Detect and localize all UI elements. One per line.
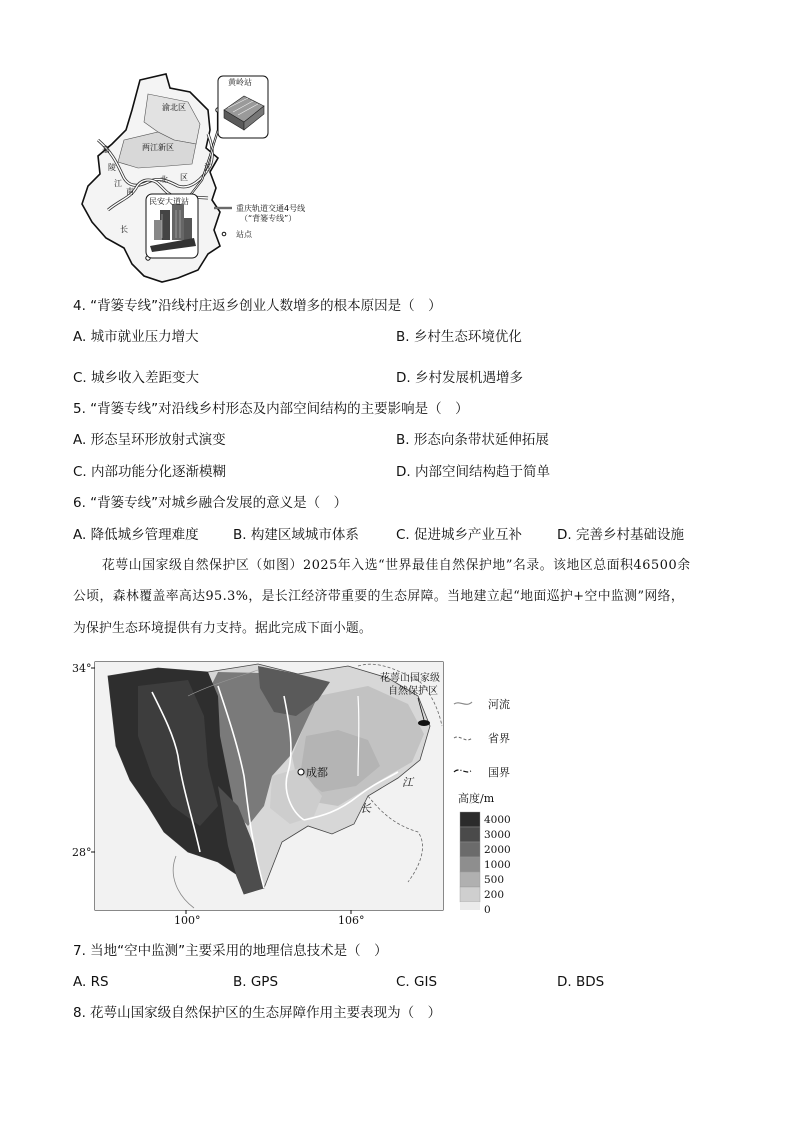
sichuan-elevation-map-svg	[68, 656, 538, 928]
label-reserve-1: 花萼山国家级	[380, 673, 440, 684]
label-jiang-left: 江	[114, 179, 122, 188]
label-reserve-2: 自然保护区	[388, 686, 438, 697]
elevation-swatch	[460, 887, 480, 902]
q6-stem: 6. “背篓专线”对城乡融合发展的意义是（ ）	[73, 495, 348, 511]
passage-line-3: 为保护生态环境提供有力支持。据此完成下面小题。	[73, 621, 372, 636]
elevation-swatch	[460, 842, 480, 857]
legend-station-symbol	[222, 232, 226, 236]
label-ling: 陵	[108, 163, 116, 172]
elevation-level-label: 0	[484, 904, 491, 916]
lat-bottom: 28°	[72, 846, 92, 859]
label-qu: 区	[180, 173, 188, 182]
chongqing-rail-map	[78, 70, 318, 290]
elevation-swatch	[460, 872, 480, 887]
q8-stem: 8. 花萼山国家级自然保护区的生态屏障作用主要表现为（ ）	[73, 1005, 442, 1021]
label-river-chang: 长	[360, 802, 371, 815]
legend-line-label2: （“背篓专线”）	[240, 214, 297, 223]
legend-river-label: 河流	[488, 698, 510, 711]
q7-option-a[interactable]: A. RS	[73, 974, 109, 990]
elevation-level-label: 4000	[484, 814, 511, 826]
elevation-level-label: 500	[484, 874, 505, 886]
lon-left: 100°	[174, 914, 201, 927]
label-yubei: 渝北区	[162, 103, 186, 112]
label-jia: 嘉	[102, 145, 110, 154]
label-liangjiang: 两江新区	[142, 143, 174, 152]
q5-option-d[interactable]: D. 内部空间结构趋于简单	[396, 464, 550, 480]
elevation-level-label: 3000	[484, 829, 511, 841]
legend-country-label: 国界	[488, 766, 510, 779]
label-chang: 长	[120, 225, 128, 234]
elevation-swatch	[460, 827, 480, 842]
legend-province-symbol	[454, 737, 472, 740]
passage-line-2: 公顷，森林覆盖率高达95.3%，是长江经济带重要的生态屏障。当地建立起“地面巡护+空中监测”网络，	[73, 589, 685, 604]
q4-option-c[interactable]: C. 城乡收入差距变大	[73, 370, 200, 386]
q7-stem: 7. 当地“空中监测”主要采用的地理信息技术是（ ）	[73, 943, 388, 959]
q7-option-d[interactable]: D. BDS	[557, 974, 605, 990]
label-bei: 北	[160, 175, 168, 184]
legend-line-label: 重庆轨道交通4号线	[236, 204, 306, 213]
q4-option-d[interactable]: D. 乡村发展机遇增多	[396, 370, 523, 386]
q6-option-d[interactable]: D. 完善乡村基础设施	[557, 527, 684, 543]
q5-stem: 5. “背篓专线”对沿线乡村形态及内部空间结构的主要影响是（ ）	[73, 401, 469, 417]
label-jiang-right: 江	[204, 163, 212, 172]
elevation-swatch	[460, 902, 480, 910]
elevation-level-label: 1000	[484, 859, 511, 871]
lat-top: 34°	[72, 662, 92, 675]
q5-option-c[interactable]: C. 内部功能分化逐渐模糊	[73, 464, 227, 480]
q5-option-a[interactable]: A. 形态呈环形放射式演变	[73, 432, 226, 448]
label-river-jiang: 江	[402, 776, 413, 789]
elevation-swatch	[460, 812, 480, 827]
legend-height-title: 高度/m	[458, 792, 495, 805]
chongqing-rail-map-svg	[78, 70, 318, 290]
label-huangling: 黄岭站	[228, 78, 252, 87]
sichuan-elevation-map	[68, 656, 538, 928]
q5-option-b[interactable]: B. 形态向条带状延伸拓展	[396, 432, 549, 448]
legend-station-label: 站点	[236, 230, 252, 239]
elevation-level-label: 2000	[484, 844, 511, 856]
elevation-legend	[460, 812, 511, 916]
reserve-marker	[418, 720, 430, 726]
q7-option-c[interactable]: C. GIS	[396, 974, 438, 990]
q6-option-a[interactable]: A. 降低城乡管理难度	[73, 527, 199, 543]
legend-province-label: 省界	[488, 732, 510, 745]
legend-country-symbol	[454, 770, 472, 772]
q6-option-c[interactable]: C. 促进城乡产业互补	[396, 527, 523, 543]
q4-option-b[interactable]: B. 乡村生态环境优化	[396, 329, 522, 345]
passage-line-1: 花萼山国家级自然保护区（如图）2025年入选“世界最佳自然保护地”名录。该地区总面积46500余	[102, 558, 691, 573]
q7-option-b[interactable]: B. GPS	[233, 974, 279, 990]
label-nan: 南	[126, 187, 134, 196]
elevation-level-label: 200	[484, 889, 505, 901]
q4-option-a[interactable]: A. 城市就业压力增大	[73, 329, 199, 345]
q6-option-b[interactable]: B. 构建区域城市体系	[233, 527, 359, 543]
elevation-swatch	[460, 857, 480, 872]
q4-stem: 4. “背篓专线”沿线村庄返乡创业人数增多的根本原因是（ ）	[73, 298, 442, 314]
lon-right: 106°	[338, 914, 365, 927]
label-chengdu: 成都	[306, 766, 328, 779]
chengdu-marker	[298, 769, 304, 775]
label-minan: 民安大道站	[149, 197, 189, 206]
legend-river-symbol	[454, 702, 472, 704]
